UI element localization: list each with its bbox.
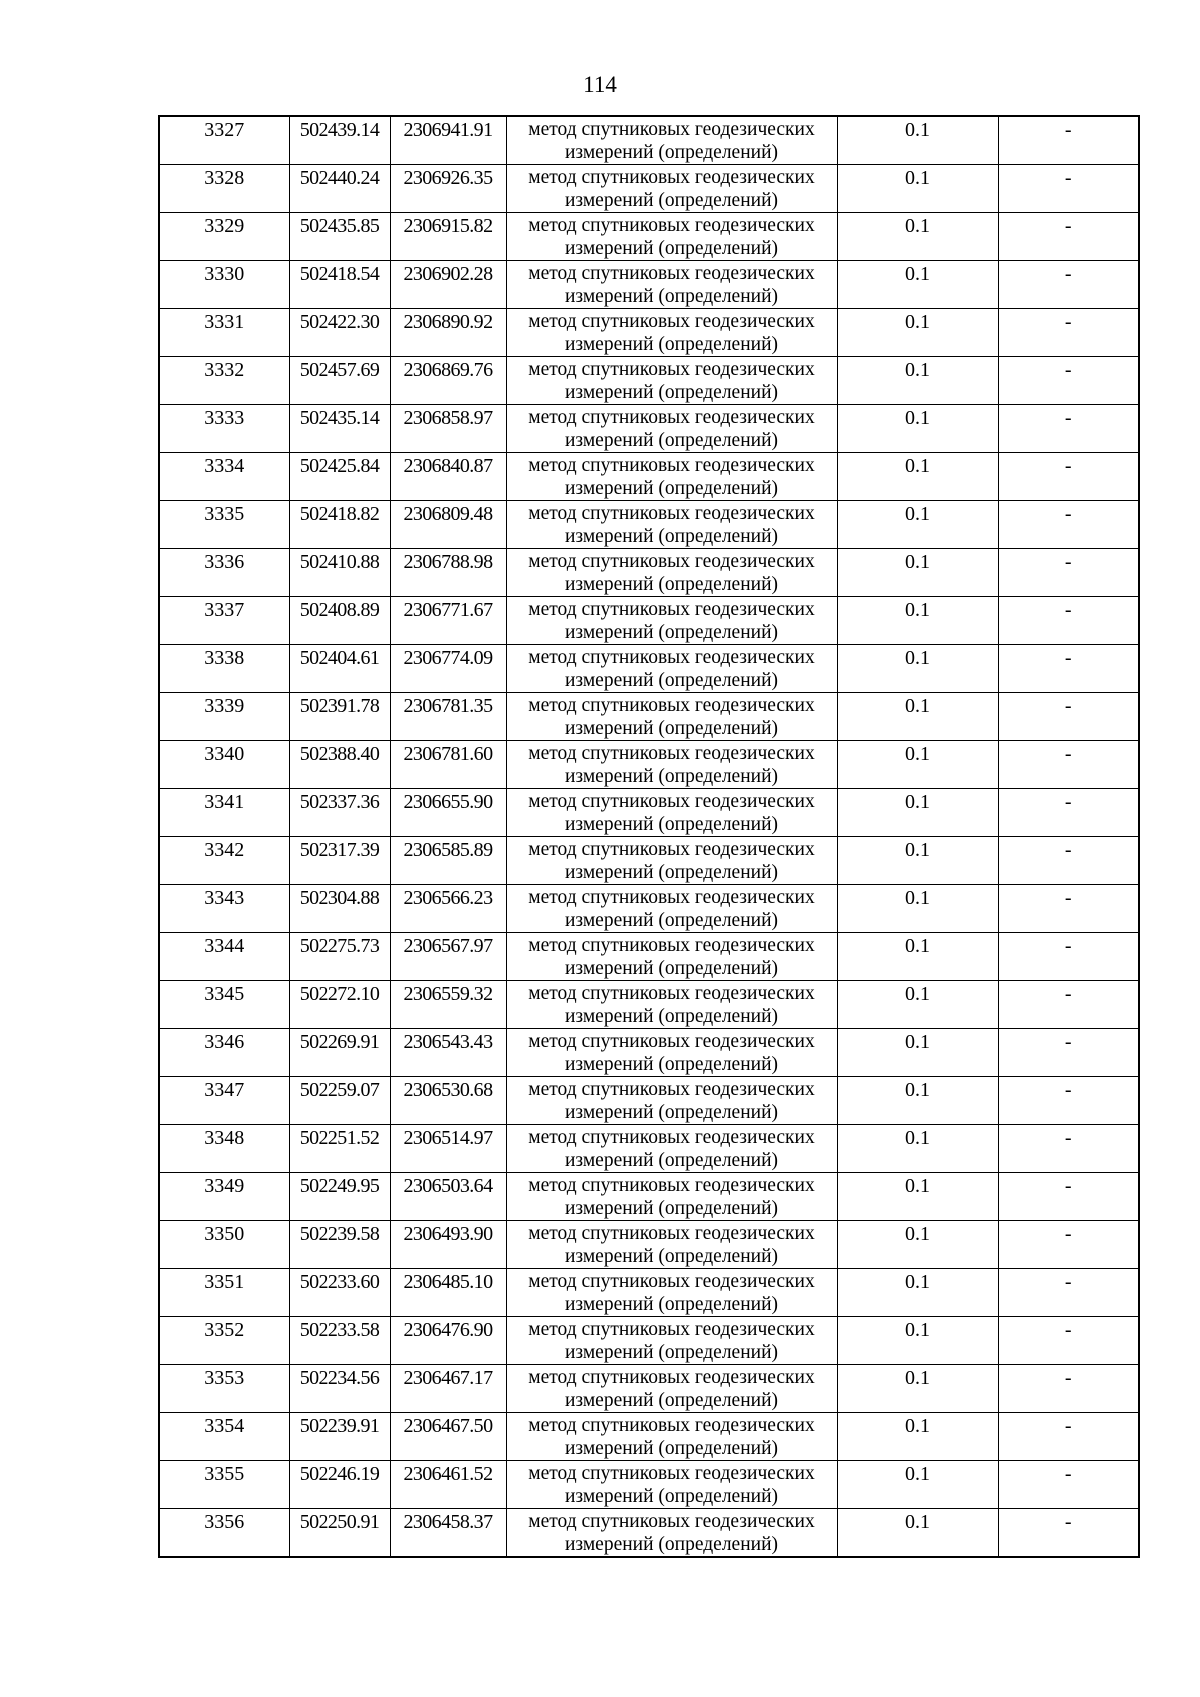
accuracy-cell: 0.1 xyxy=(837,1413,998,1461)
x-coordinate-cell: 502457.69 xyxy=(289,357,390,405)
point-number-cell: 3346 xyxy=(159,1029,289,1077)
table-row xyxy=(159,693,1139,741)
method-line-2: измерений (определений) xyxy=(564,429,779,451)
method-line-1: метод спутниковых геодезических xyxy=(528,1319,815,1340)
x-coordinate-cell: 502246.19 xyxy=(289,1461,390,1509)
method-line-1: метод спутниковых геодезических xyxy=(528,1031,815,1052)
method-cell xyxy=(506,501,837,549)
y-coordinate-cell: 2306567.97 xyxy=(390,933,506,981)
table-row xyxy=(159,645,1139,693)
point-number-cell: 3351 xyxy=(159,1269,289,1317)
y-coordinate-cell: 2306781.35 xyxy=(390,693,506,741)
method-cell xyxy=(506,645,837,693)
method-cell xyxy=(506,837,837,885)
note-cell: - xyxy=(998,885,1139,933)
method-line-2: измерений (определений) xyxy=(564,765,779,787)
method-line-2: измерений (определений) xyxy=(564,237,779,259)
note-cell: - xyxy=(998,501,1139,549)
point-number-cell: 3327 xyxy=(159,116,289,165)
method-cell xyxy=(506,1461,837,1509)
method-cell xyxy=(506,1221,837,1269)
method-line-1: метод спутниковых геодезических xyxy=(528,935,815,956)
method-line-2: измерений (определений) xyxy=(564,909,779,931)
table-row xyxy=(159,981,1139,1029)
x-coordinate-cell: 502404.61 xyxy=(289,645,390,693)
table-row xyxy=(159,837,1139,885)
point-number-cell: 3341 xyxy=(159,789,289,837)
note-cell: - xyxy=(998,1461,1139,1509)
method-line-1: метод спутниковых геодезических xyxy=(528,1079,815,1100)
method-line-1: метод спутниковых геодезических xyxy=(528,503,815,524)
x-coordinate-cell: 502410.88 xyxy=(289,549,390,597)
method-cell xyxy=(506,885,837,933)
method-line-1: метод спутниковых геодезических xyxy=(528,887,815,908)
note-cell: - xyxy=(998,1509,1139,1558)
y-coordinate-cell: 2306941.91 xyxy=(390,116,506,165)
x-coordinate-cell: 502233.58 xyxy=(289,1317,390,1365)
method-line-1: метод спутниковых геодезических xyxy=(528,215,815,236)
method-cell xyxy=(506,981,837,1029)
x-coordinate-cell: 502234.56 xyxy=(289,1365,390,1413)
method-line-1: метод спутниковых геодезических xyxy=(528,407,815,428)
method-line-1: метод спутниковых геодезических xyxy=(528,791,815,812)
point-number-cell: 3335 xyxy=(159,501,289,549)
table-row xyxy=(159,1461,1139,1509)
method-line-2: измерений (определений) xyxy=(564,957,779,979)
table-row xyxy=(159,453,1139,501)
method-line-1: метод спутниковых геодезических xyxy=(528,1175,815,1196)
table-row xyxy=(159,789,1139,837)
table-row xyxy=(159,1317,1139,1365)
y-coordinate-cell: 2306514.97 xyxy=(390,1125,506,1173)
point-number-cell: 3334 xyxy=(159,453,289,501)
y-coordinate-cell: 2306461.52 xyxy=(390,1461,506,1509)
x-coordinate-cell: 502440.24 xyxy=(289,165,390,213)
note-cell: - xyxy=(998,1365,1139,1413)
point-number-cell: 3336 xyxy=(159,549,289,597)
x-coordinate-cell: 502269.91 xyxy=(289,1029,390,1077)
method-line-1: метод спутниковых геодезических xyxy=(528,119,815,140)
method-cell xyxy=(506,1509,837,1558)
note-cell: - xyxy=(998,357,1139,405)
method-line-2: измерений (определений) xyxy=(564,1533,779,1555)
method-cell xyxy=(506,693,837,741)
table-row xyxy=(159,885,1139,933)
method-line-2: измерений (определений) xyxy=(564,1101,779,1123)
method-line-1: метод спутниковых геодезических xyxy=(528,1271,815,1292)
note-cell: - xyxy=(998,1029,1139,1077)
method-line-1: метод спутниковых геодезических xyxy=(528,551,815,572)
point-number-cell: 3343 xyxy=(159,885,289,933)
point-number-cell: 3353 xyxy=(159,1365,289,1413)
method-line-2: измерений (определений) xyxy=(564,669,779,691)
x-coordinate-cell: 502239.91 xyxy=(289,1413,390,1461)
method-line-1: метод спутниковых геодезических xyxy=(528,599,815,620)
accuracy-cell: 0.1 xyxy=(837,1269,998,1317)
y-coordinate-cell: 2306890.92 xyxy=(390,309,506,357)
y-coordinate-cell: 2306781.60 xyxy=(390,741,506,789)
accuracy-cell: 0.1 xyxy=(837,1317,998,1365)
point-number-cell: 3342 xyxy=(159,837,289,885)
note-cell: - xyxy=(998,1413,1139,1461)
y-coordinate-cell: 2306585.89 xyxy=(390,837,506,885)
coordinates-table xyxy=(158,115,1140,1558)
point-number-cell: 3340 xyxy=(159,741,289,789)
x-coordinate-cell: 502435.14 xyxy=(289,405,390,453)
table-row xyxy=(159,405,1139,453)
table-row xyxy=(159,549,1139,597)
note-cell: - xyxy=(998,549,1139,597)
point-number-cell: 3355 xyxy=(159,1461,289,1509)
table-row xyxy=(159,165,1139,213)
point-number-cell: 3356 xyxy=(159,1509,289,1558)
note-cell: - xyxy=(998,453,1139,501)
accuracy-cell: 0.1 xyxy=(837,1509,998,1558)
x-coordinate-cell: 502418.82 xyxy=(289,501,390,549)
y-coordinate-cell: 2306655.90 xyxy=(390,789,506,837)
point-number-cell: 3331 xyxy=(159,309,289,357)
x-coordinate-cell: 502435.85 xyxy=(289,213,390,261)
method-line-1: метод спутниковых геодезических xyxy=(528,1511,815,1532)
method-line-2: измерений (определений) xyxy=(564,1053,779,1075)
accuracy-cell: 0.1 xyxy=(837,693,998,741)
x-coordinate-cell: 502249.95 xyxy=(289,1173,390,1221)
y-coordinate-cell: 2306476.90 xyxy=(390,1317,506,1365)
method-line-1: метод спутниковых геодезических xyxy=(528,743,815,764)
y-coordinate-cell: 2306467.17 xyxy=(390,1365,506,1413)
point-number-cell: 3333 xyxy=(159,405,289,453)
method-cell xyxy=(506,789,837,837)
x-coordinate-cell: 502425.84 xyxy=(289,453,390,501)
accuracy-cell: 0.1 xyxy=(837,501,998,549)
accuracy-cell: 0.1 xyxy=(837,885,998,933)
accuracy-cell: 0.1 xyxy=(837,165,998,213)
method-line-1: метод спутниковых геодезических xyxy=(528,1127,815,1148)
method-line-1: метод спутниковых геодезических xyxy=(528,1463,815,1484)
y-coordinate-cell: 2306559.32 xyxy=(390,981,506,1029)
y-coordinate-cell: 2306485.10 xyxy=(390,1269,506,1317)
point-number-cell: 3337 xyxy=(159,597,289,645)
method-line-1: метод спутниковых геодезических xyxy=(528,983,815,1004)
coordinates-table-body xyxy=(159,116,1139,1557)
y-coordinate-cell: 2306915.82 xyxy=(390,213,506,261)
table-row xyxy=(159,1029,1139,1077)
accuracy-cell: 0.1 xyxy=(837,1125,998,1173)
y-coordinate-cell: 2306458.37 xyxy=(390,1509,506,1558)
y-coordinate-cell: 2306503.64 xyxy=(390,1173,506,1221)
table-row xyxy=(159,501,1139,549)
method-line-1: метод спутниковых геодезических xyxy=(528,839,815,860)
method-line-1: метод спутниковых геодезических xyxy=(528,647,815,668)
y-coordinate-cell: 2306902.28 xyxy=(390,261,506,309)
method-cell xyxy=(506,213,837,261)
method-cell xyxy=(506,1413,837,1461)
y-coordinate-cell: 2306788.98 xyxy=(390,549,506,597)
point-number-cell: 3350 xyxy=(159,1221,289,1269)
method-line-2: измерений (определений) xyxy=(564,573,779,595)
point-number-cell: 3354 xyxy=(159,1413,289,1461)
table-row xyxy=(159,1269,1139,1317)
x-coordinate-cell: 502239.58 xyxy=(289,1221,390,1269)
method-line-2: измерений (определений) xyxy=(564,1293,779,1315)
accuracy-cell: 0.1 xyxy=(837,1173,998,1221)
accuracy-cell: 0.1 xyxy=(837,1221,998,1269)
table-row xyxy=(159,741,1139,789)
note-cell: - xyxy=(998,261,1139,309)
method-line-2: измерений (определений) xyxy=(564,141,779,163)
method-cell xyxy=(506,741,837,789)
x-coordinate-cell: 502251.52 xyxy=(289,1125,390,1173)
y-coordinate-cell: 2306926.35 xyxy=(390,165,506,213)
table-row xyxy=(159,261,1139,309)
table-row xyxy=(159,1125,1139,1173)
accuracy-cell: 0.1 xyxy=(837,213,998,261)
y-coordinate-cell: 2306771.67 xyxy=(390,597,506,645)
point-number-cell: 3332 xyxy=(159,357,289,405)
point-number-cell: 3345 xyxy=(159,981,289,1029)
note-cell: - xyxy=(998,837,1139,885)
y-coordinate-cell: 2306543.43 xyxy=(390,1029,506,1077)
x-coordinate-cell: 502250.91 xyxy=(289,1509,390,1558)
x-coordinate-cell: 502408.89 xyxy=(289,597,390,645)
accuracy-cell: 0.1 xyxy=(837,309,998,357)
accuracy-cell: 0.1 xyxy=(837,597,998,645)
y-coordinate-cell: 2306840.87 xyxy=(390,453,506,501)
note-cell: - xyxy=(998,1173,1139,1221)
accuracy-cell: 0.1 xyxy=(837,933,998,981)
y-coordinate-cell: 2306566.23 xyxy=(390,885,506,933)
point-number-cell: 3339 xyxy=(159,693,289,741)
method-cell xyxy=(506,453,837,501)
accuracy-cell: 0.1 xyxy=(837,549,998,597)
method-cell xyxy=(506,597,837,645)
point-number-cell: 3329 xyxy=(159,213,289,261)
method-cell xyxy=(506,261,837,309)
method-cell xyxy=(506,549,837,597)
accuracy-cell: 0.1 xyxy=(837,261,998,309)
point-number-cell: 3330 xyxy=(159,261,289,309)
method-cell xyxy=(506,1317,837,1365)
method-line-2: измерений (определений) xyxy=(564,1341,779,1363)
accuracy-cell: 0.1 xyxy=(837,405,998,453)
note-cell: - xyxy=(998,1077,1139,1125)
x-coordinate-cell: 502439.14 xyxy=(289,116,390,165)
method-cell xyxy=(506,1125,837,1173)
note-cell: - xyxy=(998,933,1139,981)
method-line-2: измерений (определений) xyxy=(564,381,779,403)
method-cell xyxy=(506,1365,837,1413)
table-row xyxy=(159,1173,1139,1221)
accuracy-cell: 0.1 xyxy=(837,1461,998,1509)
method-line-2: измерений (определений) xyxy=(564,1485,779,1507)
note-cell: - xyxy=(998,597,1139,645)
table-row xyxy=(159,597,1139,645)
table-row xyxy=(159,1509,1139,1558)
table-row xyxy=(159,213,1139,261)
y-coordinate-cell: 2306467.50 xyxy=(390,1413,506,1461)
x-coordinate-cell: 502259.07 xyxy=(289,1077,390,1125)
method-line-2: измерений (определений) xyxy=(564,717,779,739)
x-coordinate-cell: 502233.60 xyxy=(289,1269,390,1317)
y-coordinate-cell: 2306774.09 xyxy=(390,645,506,693)
method-cell xyxy=(506,116,837,165)
x-coordinate-cell: 502388.40 xyxy=(289,741,390,789)
x-coordinate-cell: 502418.54 xyxy=(289,261,390,309)
note-cell: - xyxy=(998,1317,1139,1365)
method-line-1: метод спутниковых геодезических xyxy=(528,359,815,380)
note-cell: - xyxy=(998,213,1139,261)
accuracy-cell: 0.1 xyxy=(837,116,998,165)
point-number-cell: 3352 xyxy=(159,1317,289,1365)
point-number-cell: 3347 xyxy=(159,1077,289,1125)
accuracy-cell: 0.1 xyxy=(837,789,998,837)
method-line-2: измерений (определений) xyxy=(564,1245,779,1267)
method-line-2: измерений (определений) xyxy=(564,477,779,499)
x-coordinate-cell: 502275.73 xyxy=(289,933,390,981)
page-number: 114 xyxy=(583,72,617,97)
table-row xyxy=(159,357,1139,405)
method-cell xyxy=(506,1173,837,1221)
method-cell xyxy=(506,1269,837,1317)
note-cell: - xyxy=(998,741,1139,789)
method-line-1: метод спутниковых геодезических xyxy=(528,695,815,716)
method-line-2: измерений (определений) xyxy=(564,285,779,307)
x-coordinate-cell: 502391.78 xyxy=(289,693,390,741)
point-number-cell: 3344 xyxy=(159,933,289,981)
method-line-2: измерений (определений) xyxy=(564,1005,779,1027)
method-line-2: измерений (определений) xyxy=(564,1149,779,1171)
note-cell: - xyxy=(998,309,1139,357)
y-coordinate-cell: 2306493.90 xyxy=(390,1221,506,1269)
note-cell: - xyxy=(998,1125,1139,1173)
method-line-2: измерений (определений) xyxy=(564,1437,779,1459)
note-cell: - xyxy=(998,116,1139,165)
table-row xyxy=(159,116,1139,165)
point-number-cell: 3338 xyxy=(159,645,289,693)
note-cell: - xyxy=(998,1269,1139,1317)
note-cell: - xyxy=(998,165,1139,213)
y-coordinate-cell: 2306869.76 xyxy=(390,357,506,405)
table-row xyxy=(159,1221,1139,1269)
note-cell: - xyxy=(998,1221,1139,1269)
method-line-2: измерений (определений) xyxy=(564,525,779,547)
accuracy-cell: 0.1 xyxy=(837,1365,998,1413)
note-cell: - xyxy=(998,645,1139,693)
table-row xyxy=(159,309,1139,357)
method-line-1: метод спутниковых геодезических xyxy=(528,167,815,188)
note-cell: - xyxy=(998,789,1139,837)
note-cell: - xyxy=(998,981,1139,1029)
method-line-1: метод спутниковых геодезических xyxy=(528,1367,815,1388)
method-line-1: метод спутниковых геодезических xyxy=(528,455,815,476)
point-number-cell: 3328 xyxy=(159,165,289,213)
accuracy-cell: 0.1 xyxy=(837,837,998,885)
accuracy-cell: 0.1 xyxy=(837,1029,998,1077)
method-cell xyxy=(506,933,837,981)
method-line-2: измерений (определений) xyxy=(564,813,779,835)
table-row xyxy=(159,1077,1139,1125)
method-line-2: измерений (определений) xyxy=(564,621,779,643)
accuracy-cell: 0.1 xyxy=(837,357,998,405)
x-coordinate-cell: 502317.39 xyxy=(289,837,390,885)
method-line-2: измерений (определений) xyxy=(564,861,779,883)
point-number-cell: 3348 xyxy=(159,1125,289,1173)
point-number-cell: 3349 xyxy=(159,1173,289,1221)
table-row xyxy=(159,933,1139,981)
method-cell xyxy=(506,357,837,405)
x-coordinate-cell: 502337.36 xyxy=(289,789,390,837)
accuracy-cell: 0.1 xyxy=(837,981,998,1029)
table-row xyxy=(159,1413,1139,1461)
y-coordinate-cell: 2306809.48 xyxy=(390,501,506,549)
accuracy-cell: 0.1 xyxy=(837,1077,998,1125)
method-cell xyxy=(506,309,837,357)
method-line-2: измерений (определений) xyxy=(564,333,779,355)
x-coordinate-cell: 502272.10 xyxy=(289,981,390,1029)
method-cell xyxy=(506,1077,837,1125)
note-cell: - xyxy=(998,693,1139,741)
method-line-2: измерений (определений) xyxy=(564,1197,779,1219)
method-cell xyxy=(506,405,837,453)
method-line-2: измерений (определений) xyxy=(564,1389,779,1411)
x-coordinate-cell: 502422.30 xyxy=(289,309,390,357)
method-cell xyxy=(506,165,837,213)
y-coordinate-cell: 2306858.97 xyxy=(390,405,506,453)
y-coordinate-cell: 2306530.68 xyxy=(390,1077,506,1125)
method-cell xyxy=(506,1029,837,1077)
note-cell: - xyxy=(998,405,1139,453)
method-line-1: метод спутниковых геодезических xyxy=(528,1415,815,1436)
method-line-1: метод спутниковых геодезических xyxy=(528,1223,815,1244)
accuracy-cell: 0.1 xyxy=(837,645,998,693)
accuracy-cell: 0.1 xyxy=(837,741,998,789)
x-coordinate-cell: 502304.88 xyxy=(289,885,390,933)
method-line-1: метод спутниковых геодезических xyxy=(528,311,815,332)
method-line-1: метод спутниковых геодезических xyxy=(528,263,815,284)
method-line-2: измерений (определений) xyxy=(564,189,779,211)
accuracy-cell: 0.1 xyxy=(837,453,998,501)
table-row xyxy=(159,1365,1139,1413)
